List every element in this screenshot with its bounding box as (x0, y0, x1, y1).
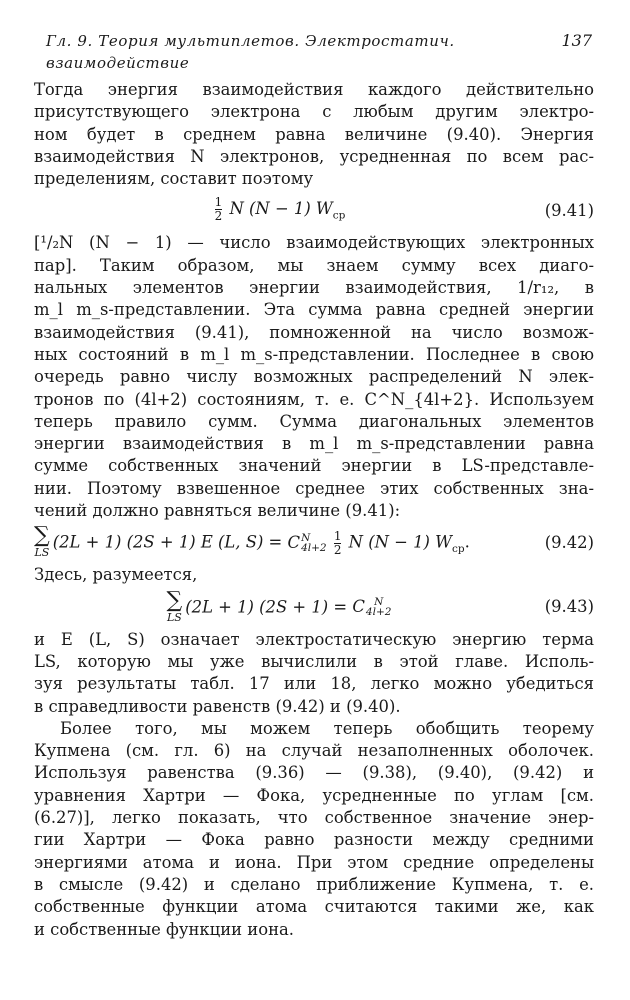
text-line: сумме собственных значений энергии в LS-представле- (34, 456, 594, 476)
text-line: нальных элементов энергии взаимодействия, 1/r₁₂, в (34, 278, 594, 298)
text-line: теперь правило сумм. Сумма диагональных элементов (34, 411, 594, 431)
text-line: в смысле (9.42) и сделано приближение Купмена, т. е. (34, 874, 594, 894)
binomial-coefficient: C N 4l+2 (352, 596, 392, 619)
equation-9-43-expression: ∑ LS (2L + 1) (2S + 1) = C N 4l+2 (166, 587, 392, 624)
text-line: Используя равенства (9.36) — (9.38), (9.40), (9.42) и (34, 763, 594, 783)
equation-9-42 (34, 522, 594, 564)
paragraph-5 (34, 718, 594, 941)
text-line: ных состояний в m_l m_s-представлении. Последнее в свою (34, 344, 594, 364)
fraction-one-half: $\frac{1}{2}$ (214, 195, 223, 224)
text-line: нии. Поэтому взвешенное среднее этих собственных зна- (34, 478, 594, 498)
equation-number: (9.41) (544, 201, 594, 221)
text-line: ном будет в среднем равна величине (9.40). Энергия (34, 124, 594, 144)
text-line: энергии взаимодействия в m_l m_s-представлении равна (34, 434, 594, 454)
text-line: зуя результаты табл. 17 или 18, легко можно убедиться (34, 674, 594, 694)
summation-sign: ∑ LS (166, 587, 183, 624)
binomial-coefficient: C N 4l+2 (287, 531, 327, 554)
page-body (34, 79, 594, 941)
text-line: в справедливости равенств (9.42) и (9.40). (34, 696, 401, 716)
text-line: пределениям, составит поэтому (34, 169, 314, 189)
text-line: тронов по (4l+2) состояниям, т. е. C^N_{4l+2}. Используем (34, 389, 594, 409)
text-line: и E (L, S) означает электростатическую энергию терма (34, 629, 594, 649)
text-line: собственные функции атома считаются такими же, как (34, 897, 594, 917)
equation-9-43 (34, 587, 594, 629)
text-line: и собственные функции иона. (34, 919, 294, 939)
text-line: энергиями атома и иона. При этом средние определены (34, 852, 594, 872)
text-line: очередь равно числу возможных распределений N элек- (34, 367, 594, 387)
page-number: 137 (561, 31, 592, 50)
text-line: пар]. Таким образом, мы знаем сумму всех диаго- (34, 255, 594, 275)
equation-9-41-expression: $\frac{1}{2}$ N (N − 1) $W_{ср}$ (214, 195, 346, 224)
text-line: Тогда энергия взаимодействия каждого действительно (34, 80, 594, 99)
text-line: гии Хартри — Фока равно разности между средними (34, 830, 594, 850)
paragraph-1 (34, 79, 594, 190)
text-line: LS, которую мы уже вычислили в этой главе. Исполь- (34, 651, 594, 671)
text-line: [¹/₂N (N − 1) — число взаимодействующих электронных (34, 233, 594, 253)
text-line: взаимодействия (9.41), помноженной на число возмож- (34, 322, 594, 342)
paragraph-4 (34, 629, 594, 718)
equation-9-42-expression: ∑ LS (2L + 1) (2S + 1) E (L, S) = C N 4l+2 $\frac{1}{2}$ N (N − 1) $W_{ср}$. (34, 523, 470, 560)
text-line: чений должно равняться величине (9.41): (34, 501, 401, 521)
text-line: m_l m_s-представлении. Эта сумма равна средней энергии (34, 300, 594, 320)
text-line: Более того, мы можем теперь обобщить теорему (60, 718, 594, 738)
equation-9-41 (34, 190, 594, 232)
fraction-one-half: $\frac{1}{2}$ (333, 528, 342, 557)
equation-number: (9.42) (544, 533, 594, 553)
text-line: уравнения Хартри — Фока, усредненные по углам [см. (34, 785, 594, 805)
text-line: (6.27)], легко показать, что собственное значение энер- (34, 808, 594, 828)
text-line: Здесь, разумеется, (34, 565, 198, 585)
equation-number: (9.43) (544, 597, 594, 617)
running-title: Гл. 9. Теория мультиплетов. Электростатич. взаимодействие (46, 32, 455, 72)
summation-sign: ∑ LS (34, 523, 50, 560)
text-line: взаимодействия N электронов, усредненная по всем рас- (34, 146, 594, 166)
text-line: присутствующего электрона с любым другим электро- (34, 102, 594, 122)
text-line: Купмена (см. гл. 6) на случай незаполненных оболочек. (34, 741, 594, 761)
running-header (46, 30, 592, 74)
paragraph-2 (34, 232, 594, 522)
